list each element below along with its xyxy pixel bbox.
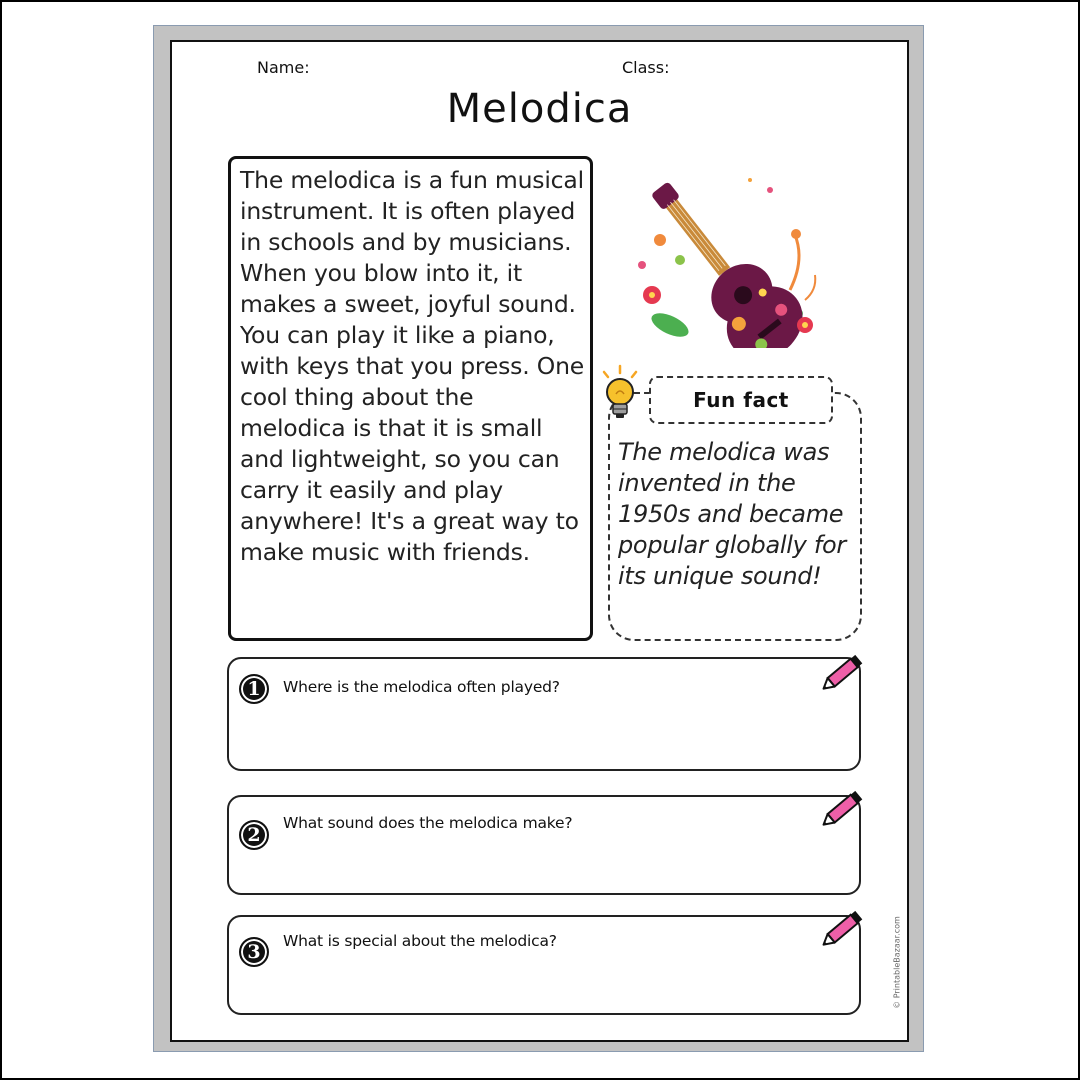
- question-number-3: 3: [239, 937, 269, 967]
- question-box-3[interactable]: [227, 915, 861, 1015]
- question-text-2: What sound does the melodica make?: [283, 814, 573, 832]
- question-box-2[interactable]: [227, 795, 861, 895]
- pencil-icon: [818, 650, 868, 696]
- copyright-text: © PrintableBazaar.com: [892, 916, 902, 1009]
- question-text-3: What is special about the melodica?: [283, 932, 557, 950]
- lightbulb-icon: [596, 364, 644, 424]
- question-box-1[interactable]: [227, 657, 861, 771]
- fun-fact-text: The melodica was invented in the 1950s and became popular globally for its unique sound!: [618, 438, 846, 590]
- copyright-notice: [888, 890, 902, 1040]
- question-text-1: Where is the melodica often played?: [283, 678, 560, 696]
- fun-fact-label: Fun fact: [649, 376, 833, 424]
- worksheet-page: [170, 40, 909, 1042]
- passage-text: The melodica is a fun musical instrument. It is often played in schools and by musicians. When you blow into it, it makes a sweet, joyful sound. You can play it like a piano, with keys that you press. One cool thing about the melodica is that it is small and lightweight, so you can carry it easily and play anywhere! It's a great way to make music with friends.: [240, 166, 585, 566]
- name-label: Name:: [257, 58, 310, 77]
- class-label: Class:: [622, 58, 670, 77]
- question-number-1: 1: [239, 674, 269, 704]
- pencil-icon: [818, 906, 868, 952]
- page-title: Melodica: [446, 86, 633, 132]
- guitar-illustration: [630, 170, 830, 348]
- question-number-2: 2: [239, 820, 269, 850]
- pencil-icon: [818, 786, 868, 832]
- passage-box: [228, 156, 593, 641]
